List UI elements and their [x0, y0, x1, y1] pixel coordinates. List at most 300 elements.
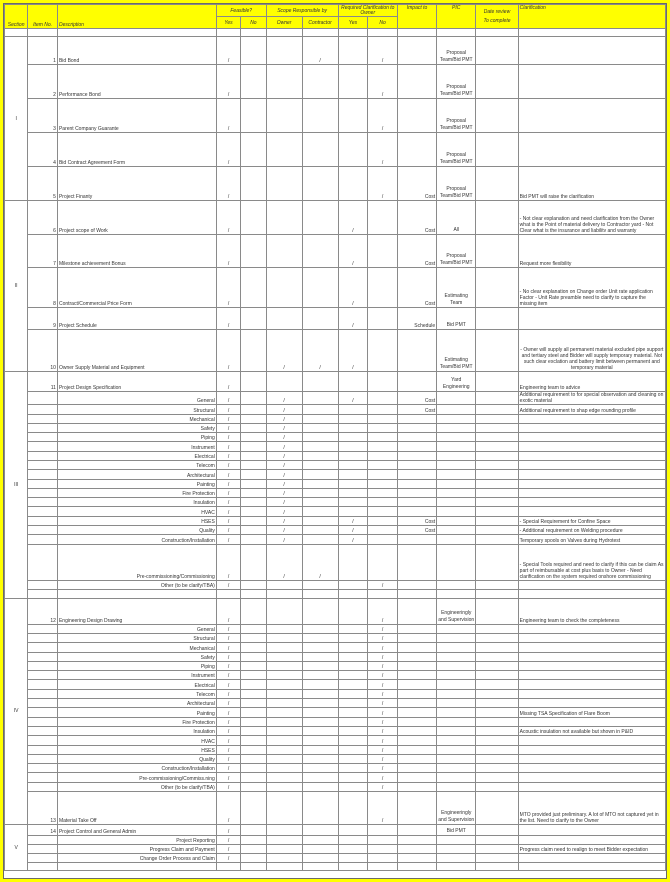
item-no: 11 — [28, 372, 58, 392]
impact-cell — [397, 825, 436, 836]
feasible-no-cell — [241, 825, 266, 836]
item-no: 3 — [28, 99, 58, 133]
empty-cell — [518, 589, 665, 598]
clar-cell — [518, 470, 665, 479]
clar-yes-cell: / — [338, 330, 368, 372]
empty-cell — [476, 589, 518, 598]
clar-yes-cell — [338, 671, 368, 680]
scope-owner-cell — [266, 624, 302, 633]
impact-cell — [397, 680, 436, 689]
table-row — [5, 792, 666, 825]
clar-cell — [518, 133, 665, 167]
item-no — [28, 488, 58, 497]
scope-contractor-cell — [302, 460, 338, 469]
scope-contractor-cell — [302, 643, 338, 652]
item-no — [28, 745, 58, 754]
clarification-table — [4, 4, 666, 871]
impact-cell: Cost — [397, 268, 436, 308]
item-no — [28, 507, 58, 516]
item-desc: Bid Contract Agreement Form — [57, 133, 216, 167]
sub-item-name: Piping — [57, 661, 216, 670]
impact-cell — [397, 479, 436, 488]
sub-item-name: Change Order Process and Claim — [57, 854, 216, 863]
table-row — [5, 479, 666, 488]
table-row — [5, 680, 666, 689]
scope-owner-cell — [266, 689, 302, 698]
feasible-no-cell — [241, 652, 266, 661]
pic-cell — [437, 736, 476, 745]
pic-cell: Estimating Team — [437, 268, 476, 308]
table-row — [5, 633, 666, 642]
feasible-no-cell — [241, 405, 266, 415]
feasible-yes-cell: / — [216, 330, 240, 372]
impact-cell: Cost — [397, 201, 436, 235]
table-row — [5, 708, 666, 717]
feasible-yes-cell: / — [216, 479, 240, 488]
pic-cell: Yard Engineering — [437, 372, 476, 392]
feasible-no-cell — [241, 764, 266, 773]
scope-contractor-cell — [302, 392, 338, 405]
date-cell — [476, 717, 518, 726]
feasible-yes-cell: / — [216, 782, 240, 791]
feasible-no-cell — [241, 598, 266, 624]
clar-no-cell: / — [368, 689, 398, 698]
scope-owner-cell — [266, 745, 302, 754]
scope-contractor-cell — [302, 717, 338, 726]
pic-cell — [437, 544, 476, 580]
clar-yes-cell: / — [338, 392, 368, 405]
clar-no-cell: / — [368, 764, 398, 773]
clar-no-cell — [368, 535, 398, 544]
sub-item-name: Construction/Installation — [57, 535, 216, 544]
impact-cell — [397, 372, 436, 392]
pic-cell — [437, 470, 476, 479]
clar-no-cell: / — [368, 754, 398, 763]
table-row — [5, 405, 666, 415]
sub-item-name: Insulation — [57, 498, 216, 507]
clar-no-cell: / — [368, 643, 398, 652]
feasible-no-cell — [241, 507, 266, 516]
scope-contractor-cell — [302, 479, 338, 488]
clar-yes-cell — [338, 708, 368, 717]
table-row — [5, 754, 666, 763]
empty-cell — [241, 863, 266, 871]
sub-item-name: Painting — [57, 708, 216, 717]
clar-yes-cell — [338, 825, 368, 836]
scope-owner-cell: / — [266, 442, 302, 451]
feasible-yes-cell: / — [216, 736, 240, 745]
scope-owner-cell: / — [266, 544, 302, 580]
sub-item-name: Pre-commissioning/Commiss.ning — [57, 773, 216, 782]
pic-cell — [437, 845, 476, 854]
date-cell — [476, 433, 518, 442]
pic-cell — [437, 726, 476, 735]
scope-owner-cell — [266, 580, 302, 589]
section-label: II — [5, 201, 28, 372]
impact-cell — [397, 745, 436, 754]
date-cell — [476, 392, 518, 405]
scope-contractor-cell — [302, 507, 338, 516]
impact-cell — [397, 442, 436, 451]
clar-no-cell: / — [368, 652, 398, 661]
item-no — [28, 680, 58, 689]
sub-item-name: Instrument — [57, 442, 216, 451]
impact-cell: Cost — [397, 167, 436, 201]
clar-cell — [518, 498, 665, 507]
clar-no-cell — [368, 442, 398, 451]
table-row — [5, 423, 666, 432]
clar-no-cell: / — [368, 708, 398, 717]
clar-cell — [518, 633, 665, 642]
date-cell — [476, 845, 518, 854]
clar-cell — [518, 854, 665, 863]
pic-cell — [437, 624, 476, 633]
clar-no-cell: / — [368, 133, 398, 167]
item-desc: Project Design Specification — [57, 372, 216, 392]
header-feasible: Feasible? — [216, 5, 266, 17]
clar-cell: Additional requirement to shap edge rounding profile — [518, 405, 665, 415]
empty-cell — [368, 589, 398, 598]
date-cell — [476, 825, 518, 836]
empty-cell — [437, 589, 476, 598]
item-no — [28, 414, 58, 423]
sub-item-name: Mechanical — [57, 414, 216, 423]
item-no — [28, 671, 58, 680]
item-desc: Project Control and General Admin — [57, 825, 216, 836]
clar-yes-cell — [338, 423, 368, 432]
scope-contractor-cell — [302, 201, 338, 235]
clar-cell — [518, 414, 665, 423]
date-cell — [476, 643, 518, 652]
clar-yes-cell — [338, 37, 368, 65]
date-cell — [476, 726, 518, 735]
item-desc: Performance Bond — [57, 65, 216, 99]
item-no — [28, 643, 58, 652]
feasible-no-cell — [241, 516, 266, 525]
impact-cell — [397, 99, 436, 133]
scope-contractor-cell — [302, 535, 338, 544]
scope-contractor-cell — [302, 726, 338, 735]
item-no — [28, 782, 58, 791]
scope-contractor-cell — [302, 580, 338, 589]
item-no — [28, 405, 58, 415]
impact-cell — [397, 488, 436, 497]
scope-contractor-cell — [302, 498, 338, 507]
clar-cell — [518, 488, 665, 497]
scope-contractor-cell: / — [302, 330, 338, 372]
impact-cell — [397, 836, 436, 845]
empty-cell — [28, 863, 58, 871]
item-desc: Project Finanty — [57, 167, 216, 201]
clar-yes-cell: / — [338, 308, 368, 330]
table-row — [5, 745, 666, 754]
pic-cell: All — [437, 201, 476, 235]
scope-owner-cell — [266, 708, 302, 717]
pic-cell — [437, 516, 476, 525]
impact-cell — [397, 330, 436, 372]
pic-cell: Proposal Team/Bid PMT — [437, 37, 476, 65]
scope-contractor-cell — [302, 708, 338, 717]
sub-item-name: Painting — [57, 479, 216, 488]
clar-no-cell — [368, 235, 398, 268]
feasible-yes-cell: / — [216, 845, 240, 854]
clar-no-cell: / — [368, 661, 398, 670]
clar-cell — [518, 773, 665, 782]
clar-no-cell — [368, 854, 398, 863]
table-header — [5, 5, 666, 29]
scope-contractor-cell — [302, 773, 338, 782]
pic-cell — [437, 680, 476, 689]
clar-cell — [518, 65, 665, 99]
item-no — [28, 442, 58, 451]
feasible-no-cell — [241, 414, 266, 423]
clar-cell: Request more flexibility — [518, 235, 665, 268]
clar-yes-cell — [338, 544, 368, 580]
clar-cell: Bid PMT will raise the clarification — [518, 167, 665, 201]
scope-contractor-cell — [302, 516, 338, 525]
pic-cell — [437, 488, 476, 497]
impact-cell — [397, 624, 436, 633]
table-row — [5, 460, 666, 469]
clar-yes-cell — [338, 661, 368, 670]
feasible-yes-cell: / — [216, 235, 240, 268]
feasible-no-cell — [241, 544, 266, 580]
clar-no-cell — [368, 460, 398, 469]
scope-contractor-cell — [302, 782, 338, 791]
clar-cell — [518, 754, 665, 763]
clar-yes-cell — [338, 652, 368, 661]
feasible-no-cell — [241, 792, 266, 825]
pic-cell — [437, 507, 476, 516]
date-cell — [476, 405, 518, 415]
item-no — [28, 708, 58, 717]
item-desc: Owner Supply Material and Equipment — [57, 330, 216, 372]
item-no: 4 — [28, 133, 58, 167]
table-row — [5, 535, 666, 544]
scope-owner-cell: / — [266, 516, 302, 525]
clar-no-cell: / — [368, 745, 398, 754]
pic-cell — [437, 745, 476, 754]
scope-owner-cell: / — [266, 460, 302, 469]
table-row — [5, 643, 666, 652]
table-row — [5, 29, 666, 37]
feasible-yes-cell: / — [216, 451, 240, 460]
header-clarification: Clarification — [518, 5, 665, 29]
impact-cell — [397, 544, 436, 580]
feasible-yes-cell: / — [216, 689, 240, 698]
feasible-yes-cell: / — [216, 442, 240, 451]
table-row — [5, 414, 666, 423]
item-no: 6 — [28, 201, 58, 235]
date-cell — [476, 414, 518, 423]
clar-cell — [518, 460, 665, 469]
clar-cell — [518, 699, 665, 708]
scope-contractor-cell — [302, 661, 338, 670]
table-row — [5, 392, 666, 405]
table-row — [5, 37, 666, 65]
clar-yes-cell — [338, 488, 368, 497]
empty-cell — [57, 863, 216, 871]
feasible-yes-cell: / — [216, 580, 240, 589]
clar-cell — [518, 689, 665, 698]
feasible-no-cell — [241, 836, 266, 845]
date-cell — [476, 671, 518, 680]
header-description: Description — [57, 5, 216, 29]
empty-cell — [266, 863, 302, 871]
item-no: 5 — [28, 167, 58, 201]
scope-contractor-cell — [302, 854, 338, 863]
table-row — [5, 825, 666, 836]
item-no — [28, 754, 58, 763]
table-row — [5, 372, 666, 392]
scope-owner-cell — [266, 854, 302, 863]
feasible-yes-cell: / — [216, 773, 240, 782]
clar-yes-cell — [338, 442, 368, 451]
clar-cell — [518, 479, 665, 488]
impact-cell — [397, 598, 436, 624]
header-date-line2: To complete — [483, 18, 511, 24]
clar-cell — [518, 717, 665, 726]
feasible-yes-cell: / — [216, 392, 240, 405]
feasible-yes-cell: / — [216, 598, 240, 624]
clar-cell — [518, 643, 665, 652]
empty-cell — [57, 589, 216, 598]
date-cell — [476, 736, 518, 745]
pic-cell — [437, 633, 476, 642]
date-cell — [476, 479, 518, 488]
scope-contractor-cell — [302, 754, 338, 763]
scope-owner-cell: / — [266, 451, 302, 460]
table-row — [5, 268, 666, 308]
clar-cell: Additional requirement to for special observation and cleaning on exotic material — [518, 392, 665, 405]
clar-cell: - Additional requirement on Welding procedure — [518, 526, 665, 535]
clar-cell — [518, 782, 665, 791]
header-impact: Impact to — [397, 5, 436, 29]
clar-no-cell — [368, 498, 398, 507]
date-cell — [476, 708, 518, 717]
item-no — [28, 580, 58, 589]
feasible-no-cell — [241, 699, 266, 708]
clar-no-cell: / — [368, 773, 398, 782]
pic-cell: Engineeringly and Supervision — [437, 792, 476, 825]
table-row — [5, 516, 666, 525]
table-row — [5, 544, 666, 580]
pic-cell — [437, 526, 476, 535]
pic-cell: Engineeringly and Supervision — [437, 598, 476, 624]
feasible-yes-cell: / — [216, 836, 240, 845]
table-row — [5, 330, 666, 372]
table-row — [5, 133, 666, 167]
scope-owner-cell — [266, 65, 302, 99]
feasible-no-cell — [241, 479, 266, 488]
impact-cell: Cost — [397, 235, 436, 268]
item-no — [28, 652, 58, 661]
impact-cell — [397, 782, 436, 791]
clar-no-cell: / — [368, 726, 398, 735]
feasible-no-cell — [241, 451, 266, 460]
feasible-yes-cell: / — [216, 526, 240, 535]
sub-item-name: Quality — [57, 754, 216, 763]
table-row — [5, 736, 666, 745]
impact-cell — [397, 414, 436, 423]
item-no — [28, 544, 58, 580]
clar-no-cell: / — [368, 717, 398, 726]
clar-cell — [518, 37, 665, 65]
item-no — [28, 526, 58, 535]
header-date — [476, 5, 518, 29]
clar-cell — [518, 423, 665, 432]
date-cell — [476, 689, 518, 698]
clar-cell — [518, 624, 665, 633]
feasible-yes-cell: / — [216, 624, 240, 633]
clar-no-cell — [368, 488, 398, 497]
impact-cell — [397, 764, 436, 773]
feasible-no-cell — [241, 671, 266, 680]
scope-contractor-cell — [302, 268, 338, 308]
item-desc: Engineering Design Drawing — [57, 598, 216, 624]
feasible-no-cell — [241, 624, 266, 633]
clar-cell: Engineering team to advice — [518, 372, 665, 392]
clar-yes-cell: / — [338, 535, 368, 544]
date-cell — [476, 782, 518, 791]
feasible-yes-cell: / — [216, 201, 240, 235]
item-no — [28, 689, 58, 698]
scope-owner-cell — [266, 643, 302, 652]
sub-item-name: Progress Claim and Payment — [57, 845, 216, 854]
impact-cell — [397, 460, 436, 469]
table-row — [5, 65, 666, 99]
clar-no-cell — [368, 405, 398, 415]
pic-cell: Proposal Team/Bid PMT — [437, 99, 476, 133]
feasible-yes-cell: / — [216, 470, 240, 479]
table-row — [5, 782, 666, 791]
clar-cell: - No clear explanation on Change order Unit rate application Factor - Unit Rate preamble need to clarify to capture the missing item — [518, 268, 665, 308]
scope-contractor-cell — [302, 433, 338, 442]
impact-cell — [397, 470, 436, 479]
header-scope-owner: Owner — [266, 17, 302, 29]
scope-owner-cell — [266, 167, 302, 201]
scope-contractor-cell — [302, 372, 338, 392]
scope-contractor-cell — [302, 470, 338, 479]
table-row — [5, 433, 666, 442]
scope-contractor-cell — [302, 526, 338, 535]
clar-no-cell — [368, 423, 398, 432]
impact-cell: Cost — [397, 405, 436, 415]
feasible-yes-cell: / — [216, 544, 240, 580]
clar-cell — [518, 764, 665, 773]
empty-cell — [476, 863, 518, 871]
clar-no-cell — [368, 392, 398, 405]
scope-contractor-cell — [302, 598, 338, 624]
date-cell — [476, 544, 518, 580]
clar-yes-cell — [338, 845, 368, 854]
empty-cell — [241, 589, 266, 598]
clar-yes-cell — [338, 433, 368, 442]
sub-item-name: Instrument — [57, 671, 216, 680]
table-row — [5, 764, 666, 773]
scope-owner-cell — [266, 598, 302, 624]
table-row — [5, 99, 666, 133]
feasible-no-cell — [241, 372, 266, 392]
empty-cell — [338, 863, 368, 871]
feasible-yes-cell: / — [216, 717, 240, 726]
feasible-yes-cell: / — [216, 516, 240, 525]
item-no: 7 — [28, 235, 58, 268]
sub-item-name: Mechanical — [57, 643, 216, 652]
table-row — [5, 451, 666, 460]
clar-yes-cell — [338, 782, 368, 791]
impact-cell — [397, 661, 436, 670]
